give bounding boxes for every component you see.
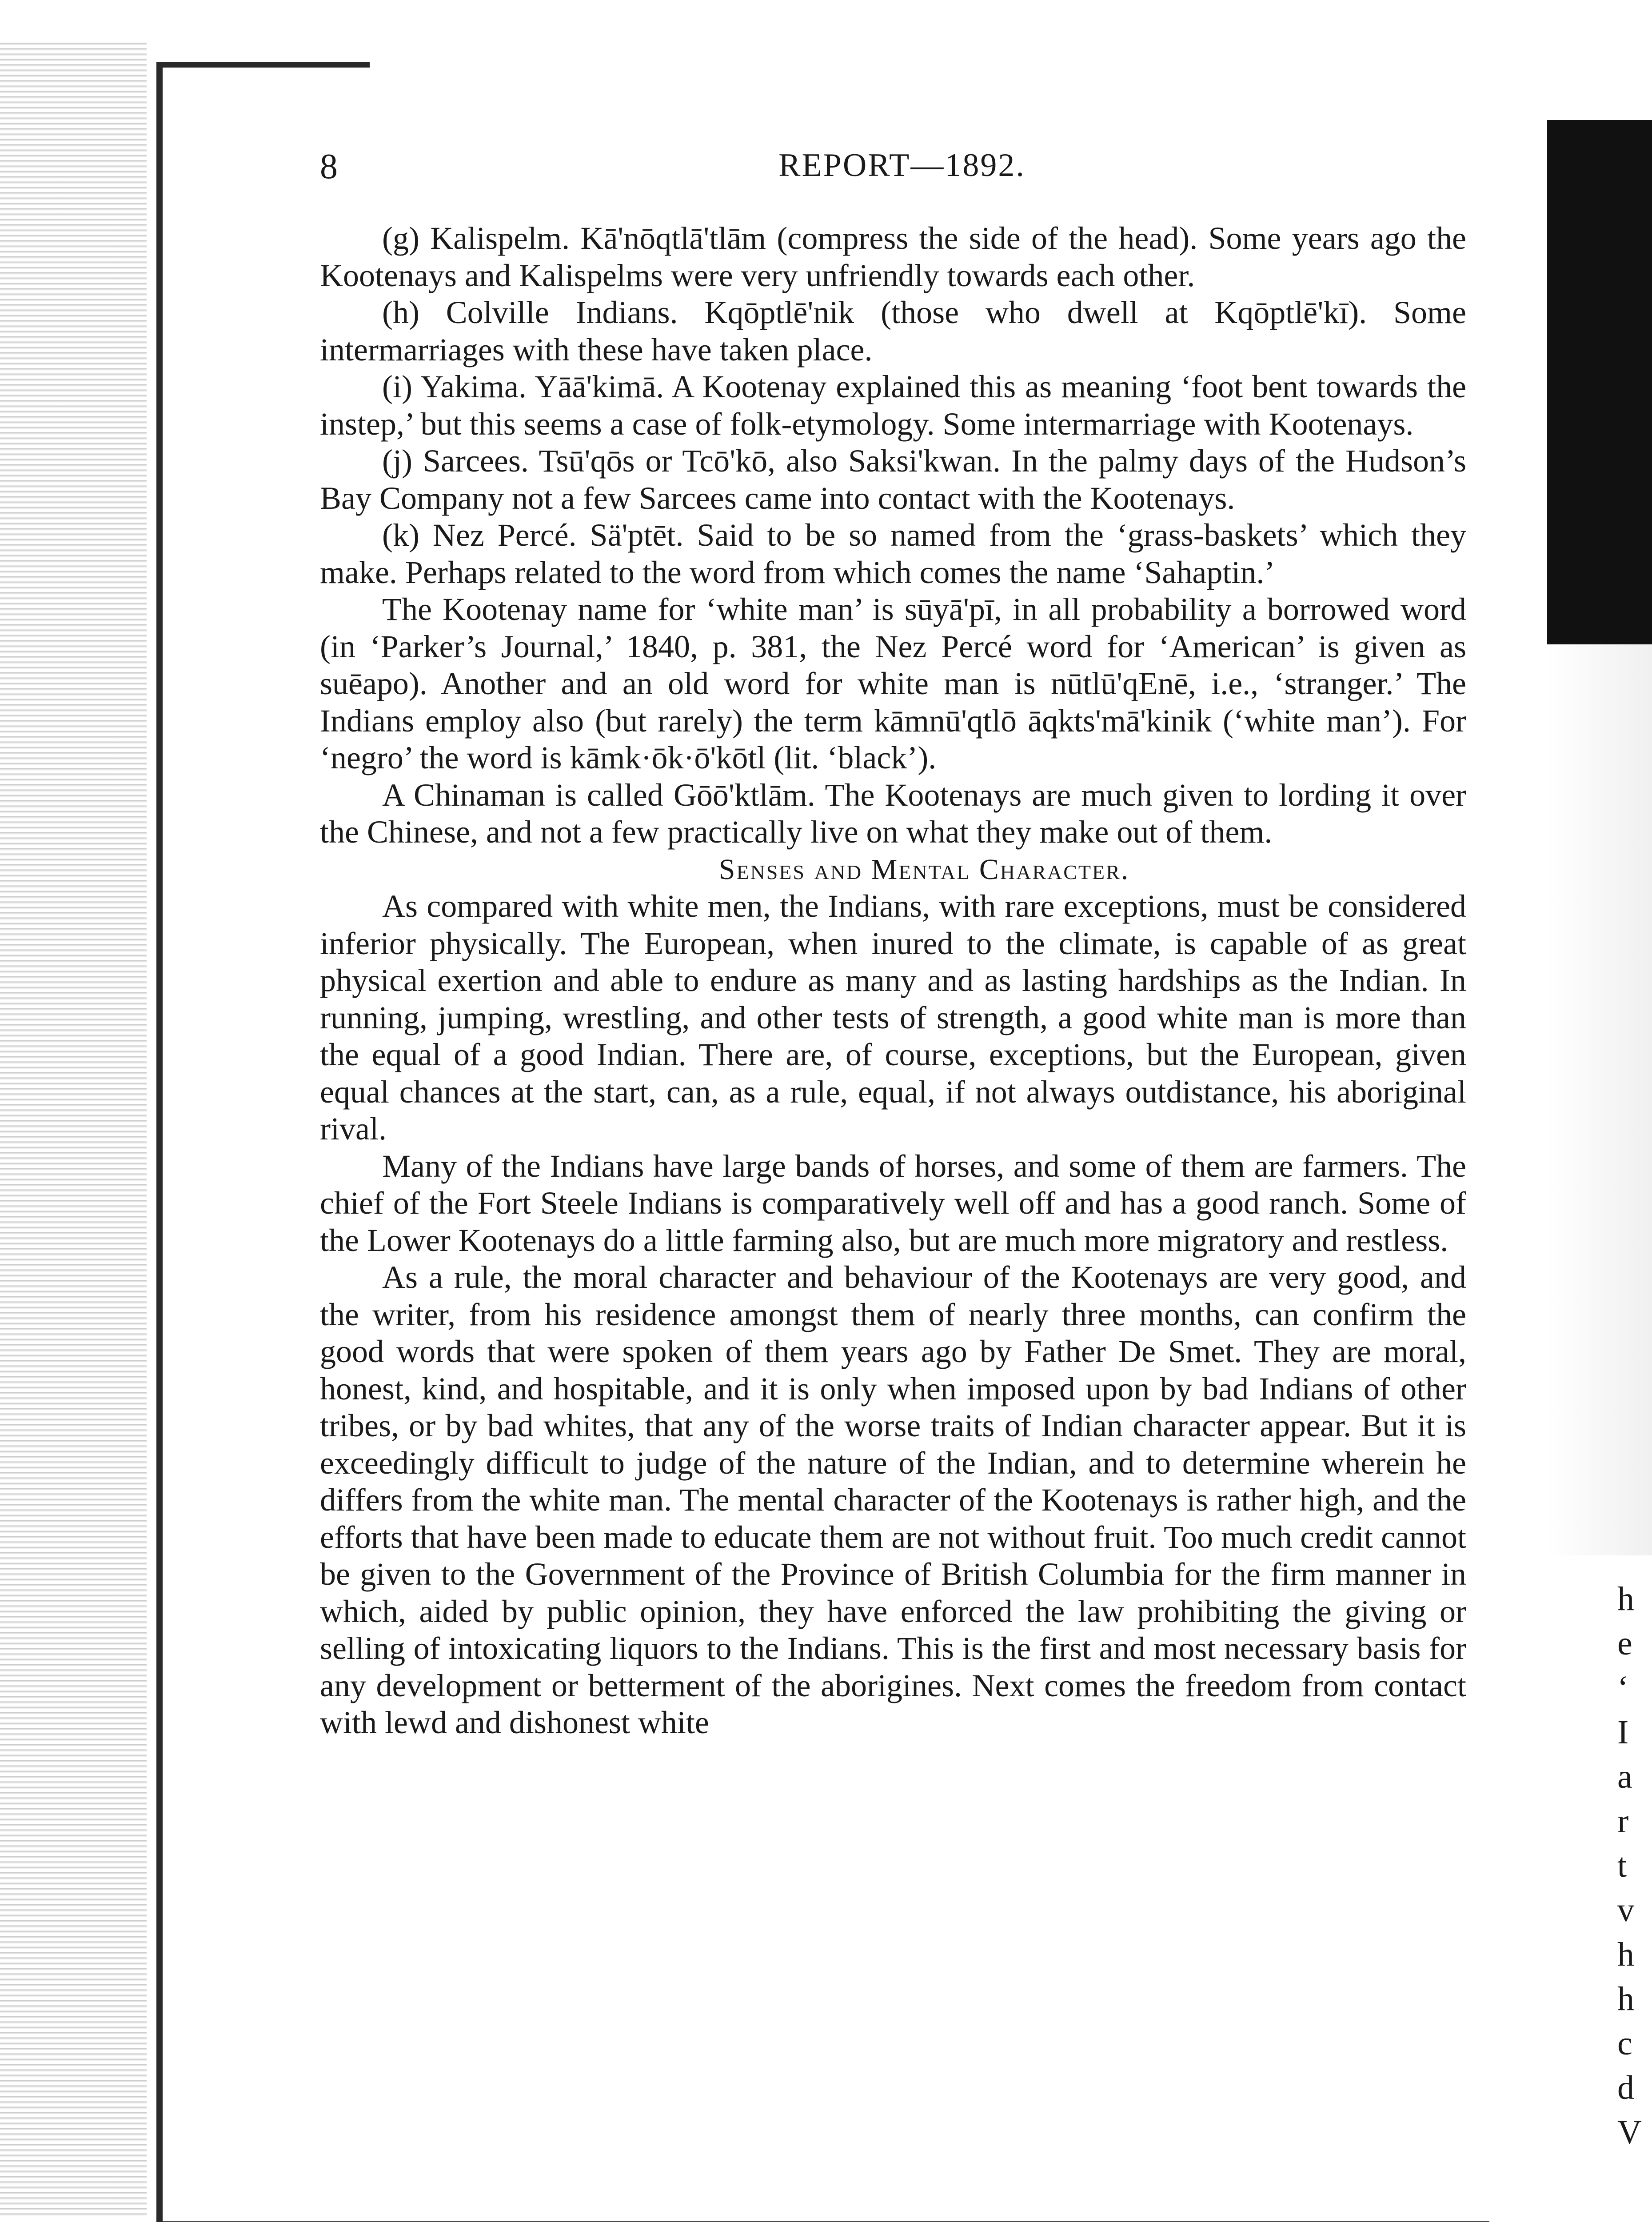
binding-line [156,62,163,2222]
fragment: r [1617,1802,1629,1840]
facing-page-fragments [1617,1582,1652,2160]
page-header [320,147,1484,196]
paragraph: (h) Colville Indians. Kqōptlē'nik (those who dwell at Kqōptlē'kī). Some intermarriages with these have taken place. [320,295,1466,368]
fragment: c [1617,2025,1632,2062]
paragraph: (k) Nez Percé. Sä'ptēt. Said to be so named from the ‘grass-baskets’ which they make. Perhaps related to the word from which comes the name ‘Sahaptin.’ [320,517,1466,590]
fragment: h [1617,1936,1634,1973]
binding-top-edge [156,62,370,68]
fragment: ‘ [1617,1669,1629,1706]
fragment: h [1617,1580,1634,1618]
paragraph: Many of the Indians have large bands of horses, and some of them are farmers. The chief of the Fort Steele Indians is comparatively well off and has a good ranch. Some of the Lower Kootenays do a little farming also, but are much more migratory and restless. [320,1148,1466,1258]
fragment: d [1617,2069,1634,2106]
page-edge-shadow [0,40,147,2218]
paragraph: As a rule, the moral character and behaviour of the Kootenays are very good, and the writer, from his residence amongst them of nearly three months, can confirm the good words that were spoken of them years ago by Father De Smet. They are moral, honest, kind, and hospitable, and it is only when imposed upon by bad Indians of other tribes, or by bad whites, that any of the worse traits of Indian character appear. But it is exceedingly difficult to judge of the nature of the Indian, and to determine wherein he differs from the white man. The mental character of the Kootenays is rather high, and the efforts that have been made to educate them are not without fruit. Too much credit cannot be given to the Government of the Province of British Columbia for the firm manner in which, aided by public opinion, they have enforced the law prohibiting the giving or selling of intoxicating liquors to the Indians. This is the first and most necessary basis for any development or betterment of the aborigines. Next comes the freedom from contact with lewd and dishonest white [320,1259,1466,1740]
fragment: V [1617,2114,1642,2151]
fragment: v [1617,1891,1634,1929]
page-number: 8 [320,147,338,186]
paragraph: (j) Sarcees. Tsū'qōs or Tcō'kō, also Saksi'kwan. In the palmy days of the Hudson’s Bay Company not a few Sarcees came into contact with the Kootenays. [320,443,1466,516]
facing-page-margin [1547,644,1652,1555]
fragment: h [1617,1980,1634,2018]
page-body [320,220,1466,1742]
fragment: a [1617,1758,1632,1795]
paragraph: The Kootenay name for ‘white man’ is sūyā'pī, in all probability a borrowed word (in ‘Parker’s Journal,’ 1840, p. 381, the Nez Percé word for ‘American’ is given as suēapo). Another and an old word for white man is nūtlū'qEnē, i.e., ‘stranger.’ The Indians employ also (but rarely) the term kāmnū'qtlō āqkts'mā'kinik (‘white man’). For ‘negro’ the word is kāmk·ōk·ō'kōtl (lit. ‘black’). [320,591,1466,775]
section-heading: Senses and Mental Character. [718,853,1130,886]
paragraph: As compared with white men, the Indians, with rare exceptions, must be considered inferior physically. The European, when inured to the climate, is capable of as great physical exertion and able to endure as many and as lasting hardships as the Indian. In running, jumping, wrestling, and other tests of strength, a good white man is more than the equal of a good Indian. There are, of course, exceptions, but the European, given equal chances at the start, can, as a rule, equal, if not always outdistance, his aboriginal rival. [320,888,1466,1147]
running-head: REPORT—1892. [778,147,1026,184]
fragment: I [1617,1714,1629,1751]
paragraph: (i) Yakima. Yāā'kimā. A Kootenay explained this as meaning ‘foot bent towards the instep,’ but this seems a case of folk-etymology. Some intermarriage with Kootenays. [320,369,1466,442]
paragraph: A Chinaman is called Gōō'ktlām. The Kootenays are much given to lording it over the Chinese, and not a few practically live on what they make out of them. [320,777,1466,850]
fragment: e [1617,1625,1632,1662]
fragment: t [1617,1847,1627,1884]
facing-page-shadow [1547,120,1652,644]
paragraph: (g) Kalispelm. Kā'nōqtlā'tlām (compress the side of the head). Some years ago the Kootenays and Kalispelms were very unfriendly towards each other. [320,220,1466,293]
